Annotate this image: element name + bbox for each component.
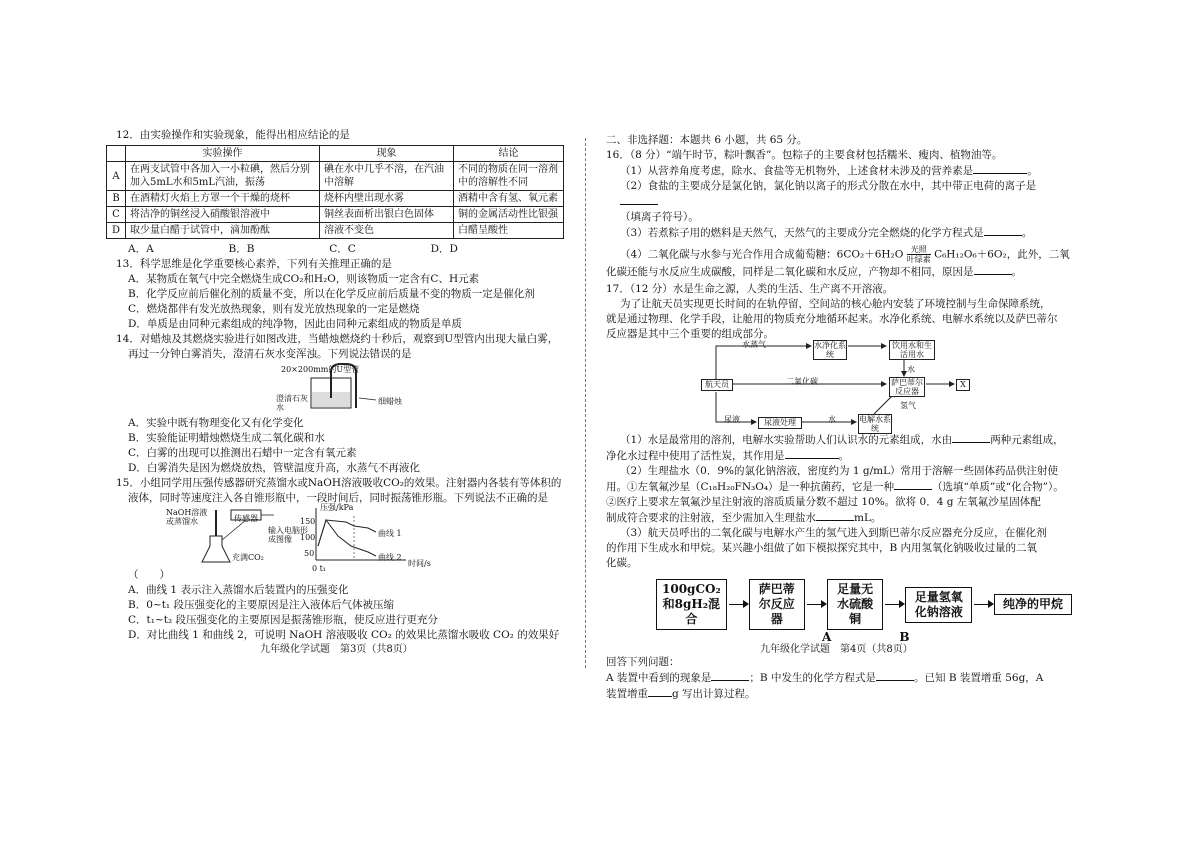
q17-sub2-cont2: ②医疗上要求左氧氟沙星注射液的溶质质量分数不超过 10%。欲将 0．4 g 左氧氟沙星固体配 <box>606 496 1041 508</box>
answer-blank[interactable] <box>974 264 1012 275</box>
q17-sub2-text3: 制成符合要求的注射液，至少需加入生理盐水 <box>606 512 816 524</box>
answer-blank[interactable] <box>785 448 839 459</box>
table-header-row <box>107 146 564 162</box>
q15-paren: （ ） <box>128 569 170 581</box>
flow-arrow <box>807 604 825 605</box>
table-cell: 铜丝表面析出银白色固体 <box>320 207 454 223</box>
chart-y50: 50 <box>304 549 315 558</box>
answer-blank[interactable] <box>973 163 1027 174</box>
q17-final-text2: ；B 中发生的化学方程式是 <box>749 672 876 684</box>
q14-stem: 14．对蜡烛及其燃烧实验进行如图改进，当蜡烛燃烧约十秒后，观察到U型管内出现大量白雾， <box>116 333 559 345</box>
q14-option-c: C．白雾的出现可以推测出石蜡中一定含有氧元素 <box>128 447 357 459</box>
q17-final-cont <box>606 686 1072 702</box>
section-title: 二、非选择题：本题共 6 小题，共 65 分。 <box>606 134 808 146</box>
q17-sub2-cont <box>606 479 1072 495</box>
simulation-flowchart <box>656 579 1072 630</box>
flow-naoh-box: 足量氢氧化钠溶液 <box>905 587 972 623</box>
q17-sub2-text4: mL。 <box>854 512 882 524</box>
option-b: B．B <box>228 243 255 255</box>
table-cell: A <box>107 162 126 191</box>
answer-blank[interactable] <box>894 479 932 490</box>
q17-intro-cont2: 反应器是其中三个重要的组成部分。 <box>606 328 774 340</box>
answer-blank[interactable] <box>984 225 1022 236</box>
table-cell: 取少量白醋于试管中，滴加酚酞 <box>126 223 320 239</box>
q14-stem-cont: 再过一分钟白雾消失，澄清石灰水变浑浊。下列说法错误的是 <box>128 348 412 360</box>
q17-ask: 回答下列问题： <box>606 656 680 668</box>
q17-final-text3: 。已知 B 装置增重 56g，A <box>913 672 1044 684</box>
q17-intro-cont: 就是通过物理、化学手段，让舱用的物质充分地循环起来。水净化系统、电解水系统以及萨巴蒂尔 <box>606 313 1058 325</box>
flow-arrow <box>729 604 747 605</box>
table-cell: 碘在水中几乎不溶，在汽油中溶解 <box>320 162 454 191</box>
page-divider <box>585 138 586 668</box>
fig-tube-label: 20×200mm的U型管 <box>281 365 360 374</box>
q17-sub1-cont <box>606 448 1072 464</box>
q12-options <box>106 242 458 257</box>
q17-sub2-text: 用。①左氧氟沙星（C₁₈H₂₀FN₃O₄）是一种抗菌药，它是一种 <box>606 481 895 493</box>
q17-final-text4: 装置增重 <box>606 688 648 700</box>
q17-sub1-text2: 两种元素组成， <box>990 434 1064 446</box>
fig-computer-label: 输入电脑形成图像 <box>268 526 308 544</box>
q15-option-d: D．对比曲线 1 和曲线 2，可说明 NaOH 溶液吸收 CO₂ 的效果比蒸馏水吸收 CO₂ 的效果好 <box>128 629 560 641</box>
answer-blank[interactable] <box>952 432 990 443</box>
q13-option-d: D．单质是由同种元素组成的纯净物，因此由同种元素组成的物质是单质 <box>128 318 462 330</box>
life-support-diagram <box>606 340 1072 433</box>
table-cell: 烧杯内壁出现水雾 <box>320 191 454 207</box>
answer-blank[interactable] <box>620 194 658 205</box>
flow-methane-box: 纯净的甲烷 <box>994 594 1072 615</box>
chart-curve1: 曲线 1 <box>378 529 402 538</box>
table-header <box>107 146 126 162</box>
right-footer: 九年级化学试题 第4页（共8页） <box>760 644 913 655</box>
table-header: 现象 <box>320 146 454 162</box>
diag-urine: 尿液 <box>724 415 740 424</box>
q16-sub3-text: （3）若煮粽子用的燃料是天然气，天然气的主要成分完全燃烧的化学方程式是 <box>620 227 984 239</box>
q17-final <box>606 670 1072 686</box>
q13-stem: 13．科学思维是化学重要核心素养，下列有关推理正确的是 <box>116 258 392 270</box>
table-row <box>107 223 564 239</box>
q16-sub4 <box>606 245 1072 264</box>
table-cell: 白醋呈酸性 <box>454 223 564 239</box>
reaction-condition <box>907 245 931 264</box>
diag-vapor: 水蒸气 <box>742 340 766 349</box>
q16-sub4-cont <box>606 264 1072 280</box>
flow-arrow <box>885 604 903 605</box>
table-cell: B <box>107 191 126 207</box>
q17-sub1 <box>606 432 1072 448</box>
table-cell: C <box>107 207 126 223</box>
table-cell: 将洁净的铜丝浸入硝酸银溶液中 <box>126 207 320 223</box>
q14-option-d: D．白雾消失是因为燃烧放热，管壁温度升高，水蒸气不再液化 <box>128 462 420 474</box>
flow-label-a: A <box>822 630 832 644</box>
table-cell: 溶液不变色 <box>320 223 454 239</box>
flow-arrow <box>974 604 992 605</box>
diag-water: 水 <box>907 365 915 374</box>
period: 。 <box>838 450 849 462</box>
q17-sub1-text3: 净化水过程中使用了活性炭，其作用是 <box>606 450 785 462</box>
period: 。 <box>1027 165 1038 177</box>
table-header: 实验操作 <box>126 146 320 162</box>
chart-y150: 150 <box>300 517 316 526</box>
right-page <box>606 133 1072 702</box>
q17-final-text5: g 写出计算过程。 <box>672 688 756 700</box>
chart-t-label: 0 t₁ <box>312 564 327 573</box>
chart-xlabel: 时间/s <box>408 559 431 568</box>
fig-syringe-label: NaOH溶液或蒸馏水 <box>166 508 208 526</box>
flow-mixture-box: 100gCO₂和8gH₂混合 <box>656 579 727 630</box>
electrolysis-box: 电解水系统 <box>859 415 891 433</box>
q17-sub2-text2: （选填“单质”或“化合物”）。 <box>932 481 1064 493</box>
chart-y100: 100 <box>300 533 316 542</box>
period: 。 <box>1021 227 1033 239</box>
period: 。 <box>1011 266 1022 278</box>
q16-sub1 <box>606 163 1072 179</box>
answer-blank[interactable] <box>816 510 854 521</box>
table-cell: D <box>107 223 126 239</box>
q17-sub3-cont2: 化碳。 <box>606 557 638 569</box>
x-box: X <box>956 379 970 391</box>
q12-table <box>106 145 564 239</box>
drinking-water-box: 饮用水和生活用水 <box>889 340 935 360</box>
q13-option-a: A．某物质在氧气中完全燃烧生成CO₂和H₂O，则该物质一定含有C、H元素 <box>128 273 480 285</box>
fig-co2-label: 充满CO₂ <box>232 553 264 562</box>
q13-option-b: B．化学反应前后催化剂的质量不变，所以在化学反应前后质量不变的物质一定是催化剂 <box>128 288 535 300</box>
sabatier-reactor-box: 萨巴蒂尔反应器 <box>891 378 923 396</box>
fig-water-label: 澄清石灰水 <box>276 394 308 412</box>
q15-option-a: A．曲线 1 表示注入蒸馏水后装置内的压强变化 <box>128 584 349 596</box>
q16-sub4-text3: 化碳还能与水反应生成碳酸，同样是二氧化碳和水反应，产物却不相同，原因是 <box>606 266 974 278</box>
chart-ylabel: 压强/kPa <box>320 503 354 512</box>
table-header: 结论 <box>454 146 564 162</box>
q17-sub3: （3）航天员呼出的二氧化碳与电解水产生的氢气进入到斯巴蒂尔反应器充分反应，在催化剂 <box>620 527 1047 539</box>
q16-sub1-text: （1）从营养角度考虑，除水、食盐等无机物外，上述食材未涉及的营养素是 <box>620 165 974 177</box>
option-c: C．C <box>329 243 356 255</box>
left-footer: 九年级化学试题 第3页（共8页） <box>260 644 413 655</box>
q16-sub2-text: （2）食盐的主要成分是氯化钠，氯化钠以离子的形式分散在水中，其中带正电荷的离子是 <box>620 180 1037 192</box>
q15-option-c: C．t₁~t₂ 段压强变化的主要原因是振荡锥形瓶，使反应进行更充分 <box>128 614 439 626</box>
flow-cuso4-box: 足量无水硫酸铜 <box>827 579 884 630</box>
flow-label-b: B <box>899 630 910 644</box>
chart-curve2: 曲线 2 <box>378 553 402 562</box>
q16-sub2-cont: （填离子符号）。 <box>620 211 699 223</box>
q17-final-text: A 装置中看到的现象是 <box>606 672 712 684</box>
fig-candle-label: 细蜡烛 <box>378 397 402 406</box>
table-row <box>107 191 564 207</box>
q15-stem: 15．小组同学用压强传感器研究蒸馏水或NaOH溶液吸收CO₂的效果。注射器内各装有等体积的 <box>116 477 562 489</box>
diag-co2: 二氧化碳 <box>786 377 818 386</box>
q16-stem: 16．（8 分）“端午时节，粽叶飘香”。包粽子的主要食材包括糯米、瘦肉、植物油等。 <box>606 149 1003 161</box>
table-cell: 酒精中含有氢、氧元素 <box>454 191 564 207</box>
table-cell: 铜的金属活动性比银强 <box>454 207 564 223</box>
left-page <box>106 128 566 643</box>
q12-stem: 12．由实验操作和实验现象，能得出相应结论的是 <box>116 129 350 141</box>
table-cell: 在酒精灯火焰上方罩一个干燥的烧杯 <box>126 191 320 207</box>
q17-sub2-cont3 <box>606 510 1072 526</box>
fig-sensor-label: 传感器 <box>234 514 258 523</box>
answer-blank[interactable] <box>711 670 749 681</box>
q17-sub3-cont: 的作用下生成水和甲烷。某兴趣小组做了如下模拟探究其中，B 内用氢氧化钠吸收过量的二氧 <box>606 542 1038 554</box>
water-purification-box: 水净化系统 <box>814 341 846 359</box>
condition-bottom: 叶绿素 <box>906 255 931 264</box>
q14-option-a: A．实验中既有物理变化又有化学变化 <box>128 417 304 429</box>
answer-blank[interactable] <box>648 686 672 697</box>
table-cell: 不同的物质在同一溶剂中的溶解性不同 <box>454 162 564 191</box>
q17-sub1-text: （1）水是最常用的溶剂，电解水实验帮助人们认识水的元素组成，水由 <box>620 434 953 446</box>
diag-h2: 氢气 <box>900 401 916 410</box>
diag-water2: 水 <box>828 415 836 424</box>
q13-option-c: C．燃烧都伴有发光放热现象，则有发光放热现象的一定是燃烧 <box>128 303 420 315</box>
flow-reactor-box: 萨巴蒂尔反应器 <box>749 579 806 630</box>
q15-stem-cont: 液体，同时等速度注入各自锥形瓶中，一段时间后，同时振荡锥形瓶。下列说法不正确的是 <box>128 492 548 504</box>
astronaut-box: 航天员 <box>701 379 733 391</box>
q17-intro: 为了让航天员实现更长时间的在轨停留，空间站的核心舱内安装了环境控制与生命保障系统， <box>620 298 1051 310</box>
condition-top: 光照 <box>907 245 931 255</box>
table-row <box>107 162 564 191</box>
urine-processing-box: 尿液处理 <box>758 417 802 429</box>
q16-sub3 <box>606 225 1072 241</box>
option-d: D．D <box>430 243 458 255</box>
q14-figure <box>106 362 566 416</box>
option-a: A．A <box>128 243 154 255</box>
q17-stem: 17．（12 分）水是生命之源，人类的生活、生产离不开溶液。 <box>606 283 894 295</box>
q16-sub4-text2: C₆H₁₂O₆＋6O₂，此外，二氧 <box>934 248 1070 261</box>
q17-sub2: （2）生理盐水（0．9%的氯化钠溶液，密度约为 1 g/mL）常用于溶解一些固体药品供注射使 <box>620 465 1059 477</box>
q15-figure <box>106 503 566 573</box>
q16-sub4-text: （4）二氧化碳与水参与光合作用合成葡萄糖：6CO₂＋6H₂O <box>620 248 904 261</box>
q16-sub2 <box>606 179 1072 210</box>
table-cell: 在两支试管中各加入一小粒碘，然后分别加入5mL水和5mL汽油，振荡 <box>126 162 320 191</box>
q15-option-b: B．0~t₁ 段压强变化的主要原因是注入液体后气体被压缩 <box>128 599 394 611</box>
answer-blank[interactable] <box>876 670 914 681</box>
q14-option-b: B．实验能证明蜡烛燃烧生成二氧化碳和水 <box>128 432 325 444</box>
table-row <box>107 207 564 223</box>
